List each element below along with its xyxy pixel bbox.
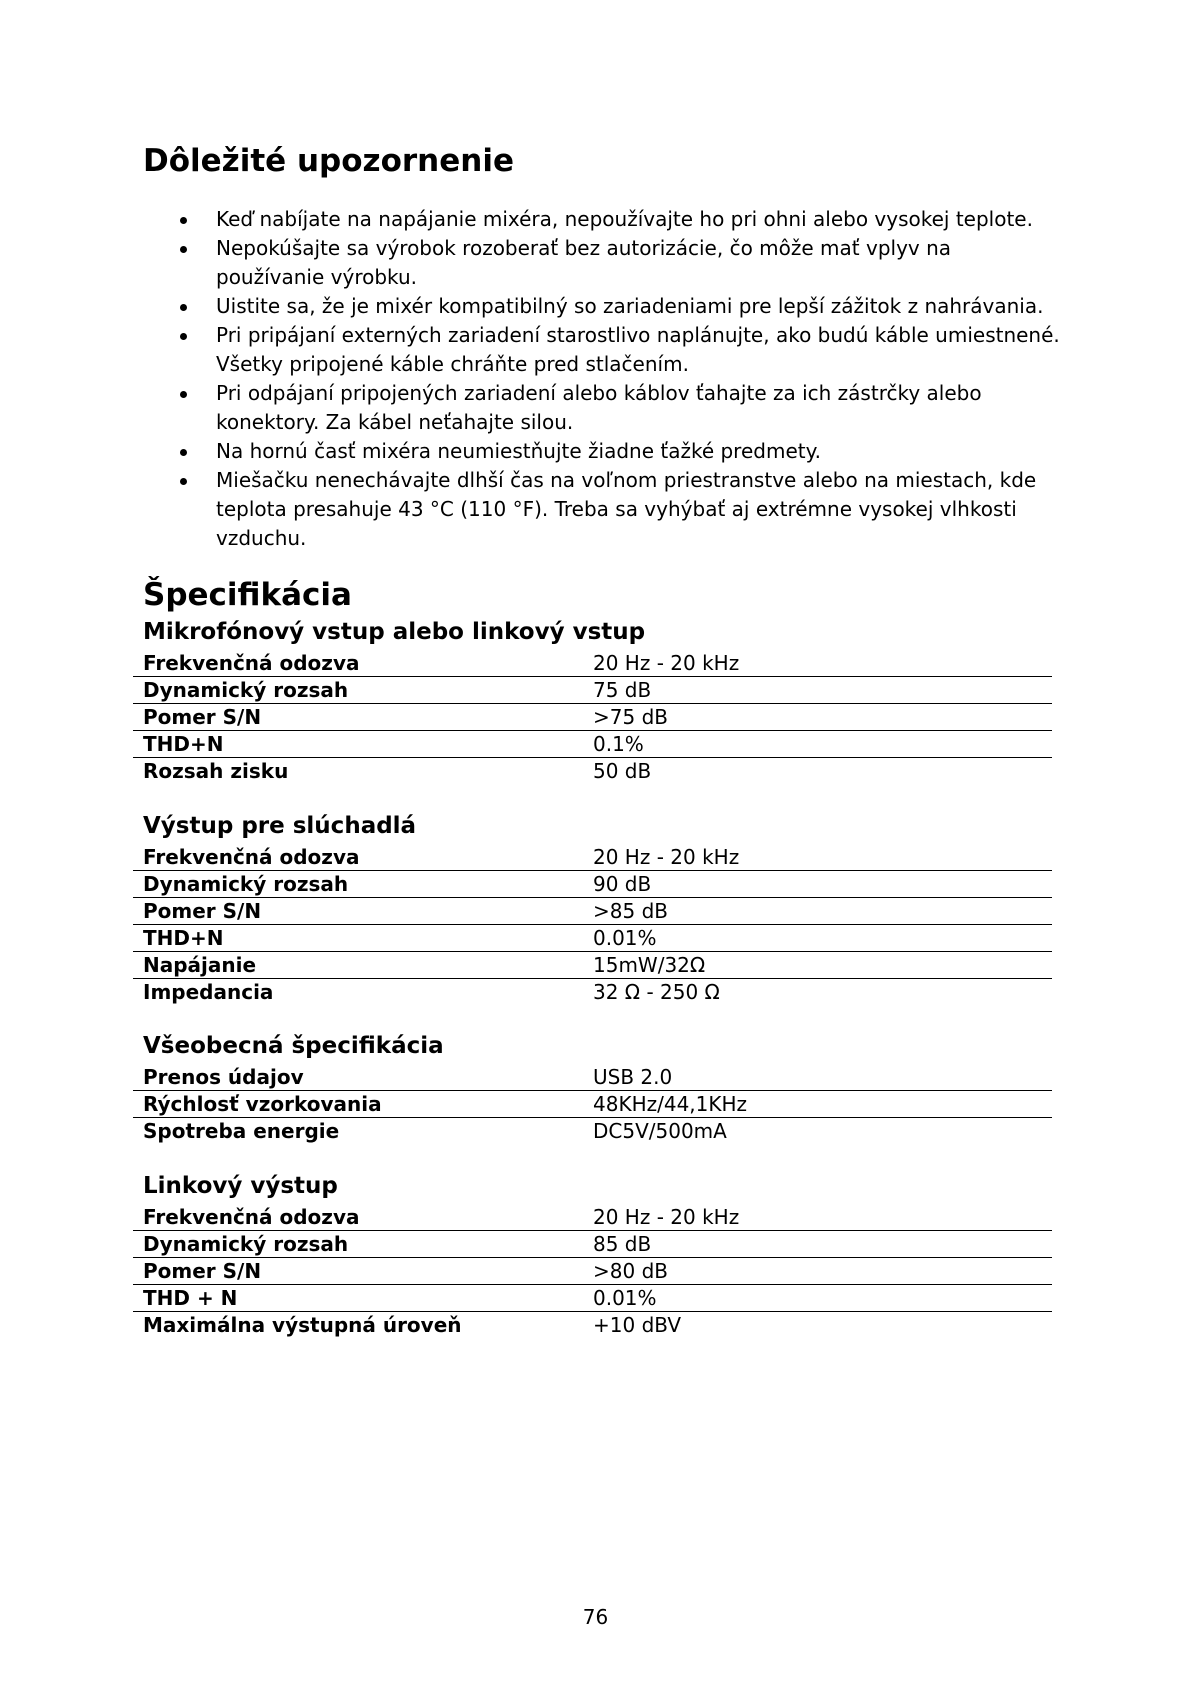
spec-label: Frekvenčná odozva (133, 1204, 593, 1231)
spec-label: Prenos údajov (133, 1064, 593, 1091)
table-row (133, 1285, 1052, 1312)
spec-value: 0.1% (593, 731, 1052, 758)
table-row (133, 1118, 1052, 1145)
table-row (133, 898, 1052, 925)
spec-section-headphones-output (133, 815, 1052, 1005)
spec-label: THD+N (133, 925, 593, 952)
spec-value: 0.01% (593, 1285, 1052, 1312)
spec-label: Spotreba energie (143, 1119, 340, 1143)
spec-value: 32 Ω - 250 Ω (593, 980, 720, 1004)
warning-item (143, 379, 1063, 437)
spec-value: >75 dB (593, 704, 1052, 731)
spec-value: +10 dBV (593, 1313, 682, 1337)
bullet-icon (180, 391, 187, 398)
spec-table (133, 1204, 1052, 1338)
spec-section-line-output (133, 1175, 1052, 1338)
spec-label: Frekvenčná odozva (133, 844, 593, 871)
spec-table (133, 1064, 1052, 1144)
warning-item (143, 466, 1063, 553)
table-row (133, 677, 1052, 704)
spec-value: 50 dB (593, 759, 652, 783)
warning-item (143, 437, 1063, 466)
table-row (133, 704, 1052, 731)
table-row (133, 1064, 1052, 1091)
spec-section-title: Linkový výstup (143, 1173, 338, 1199)
table-row (133, 952, 1052, 979)
warning-item-text: Na hornú časť mixéra neumiestňujte žiadne ťažké predmety. (216, 439, 821, 463)
spec-value: 20 Hz - 20 kHz (593, 844, 1052, 871)
spec-section-mic-line-input (133, 621, 1052, 784)
spec-label: THD + N (133, 1285, 593, 1312)
spec-section-general (133, 1035, 1052, 1144)
warning-item-text: Pri odpájaní pripojených zariadení alebo káblov ťahajte za ich zástrčky alebo konektory. Za kábel neťahajte silou. (216, 381, 982, 434)
spec-value: 85 dB (593, 1231, 1052, 1258)
spec-value: 20 Hz - 20 kHz (593, 1204, 1052, 1231)
table-row (133, 758, 1052, 785)
spec-label: Rýchlosť vzorkovania (133, 1091, 593, 1118)
warning-list (143, 205, 1063, 553)
spec-value: 15mW/32Ω (593, 952, 1052, 979)
spec-label: Pomer S/N (133, 1258, 593, 1285)
bullet-icon (180, 304, 187, 311)
bullet-icon (180, 478, 187, 485)
spec-value: 90 dB (593, 871, 1052, 898)
spec-label: Impedancia (143, 980, 274, 1004)
warning-item (143, 234, 1063, 292)
spec-label: THD+N (133, 731, 593, 758)
table-row (133, 1258, 1052, 1285)
spec-label: Frekvenčná odozva (133, 650, 593, 677)
spec-label: Rozsah zisku (143, 759, 289, 783)
spec-label: Pomer S/N (133, 704, 593, 731)
table-row (133, 1231, 1052, 1258)
spec-value: 48KHz/44,1KHz (593, 1091, 1052, 1118)
spec-label: Pomer S/N (133, 898, 593, 925)
table-row (133, 1204, 1052, 1231)
spec-table (133, 844, 1052, 1005)
spec-value: 0.01% (593, 925, 1052, 952)
table-row (133, 844, 1052, 871)
spec-section-title: Mikrofónový vstup alebo linkový vstup (143, 619, 646, 645)
table-row (133, 871, 1052, 898)
spec-label: Dynamický rozsah (133, 871, 593, 898)
table-row (133, 979, 1052, 1006)
table-row (133, 1312, 1052, 1339)
spec-table (133, 650, 1052, 784)
spec-value: DC5V/500mA (593, 1119, 727, 1143)
table-row (133, 925, 1052, 952)
page-number: 76 (582, 1605, 609, 1629)
table-row (133, 1091, 1052, 1118)
spec-value: USB 2.0 (593, 1064, 1052, 1091)
table-row (133, 650, 1052, 677)
spec-label: Maximálna výstupná úroveň (143, 1313, 462, 1337)
spec-value: 75 dB (593, 677, 1052, 704)
spec-section-title: Výstup pre slúchadlá (143, 813, 417, 839)
warning-item (143, 205, 1063, 234)
spec-value: 20 Hz - 20 kHz (593, 650, 1052, 677)
spec-label: Napájanie (133, 952, 593, 979)
spec-value: >85 dB (593, 898, 1052, 925)
warning-item-text: Miešačku nenechávajte dlhší čas na voľnom priestranstve alebo na miestach, kde teplota presahuje 43 °C (110 °F). Treba sa vyhýbať aj extrémne vysokej vlhkosti vzduchu. (216, 468, 1037, 550)
bullet-icon (180, 246, 187, 253)
warning-item-text: Pri pripájaní externých zariadení starostlivo naplánujte, ako budú káble umiestnené. Všetky pripojené káble chráňte pred stlačením. (216, 323, 1060, 376)
table-row (133, 731, 1052, 758)
spec-heading: Špecifikácia (143, 577, 352, 613)
spec-section-title: Všeobecná špecifikácia (143, 1033, 444, 1059)
warning-item-text: Nepokúšajte sa výrobok rozoberať bez autorizácie, čo môže mať vplyv na používanie výrobku. (216, 236, 952, 289)
spec-value: >80 dB (593, 1258, 1052, 1285)
bullet-icon (180, 217, 187, 224)
warning-heading: Dôležité upozornenie (143, 143, 514, 179)
warning-item-text: Uistite sa, že je mixér kompatibilný so zariadeniami pre lepší zážitok z nahrávania. (216, 294, 1044, 318)
bullet-icon (180, 449, 187, 456)
bullet-icon (180, 333, 187, 340)
spec-label: Dynamický rozsah (133, 677, 593, 704)
warning-item (143, 292, 1063, 321)
warning-item (143, 321, 1063, 379)
spec-label: Dynamický rozsah (133, 1231, 593, 1258)
warning-item-text: Keď nabíjate na napájanie mixéra, nepoužívajte ho pri ohni alebo vysokej teplote. (216, 207, 1033, 231)
